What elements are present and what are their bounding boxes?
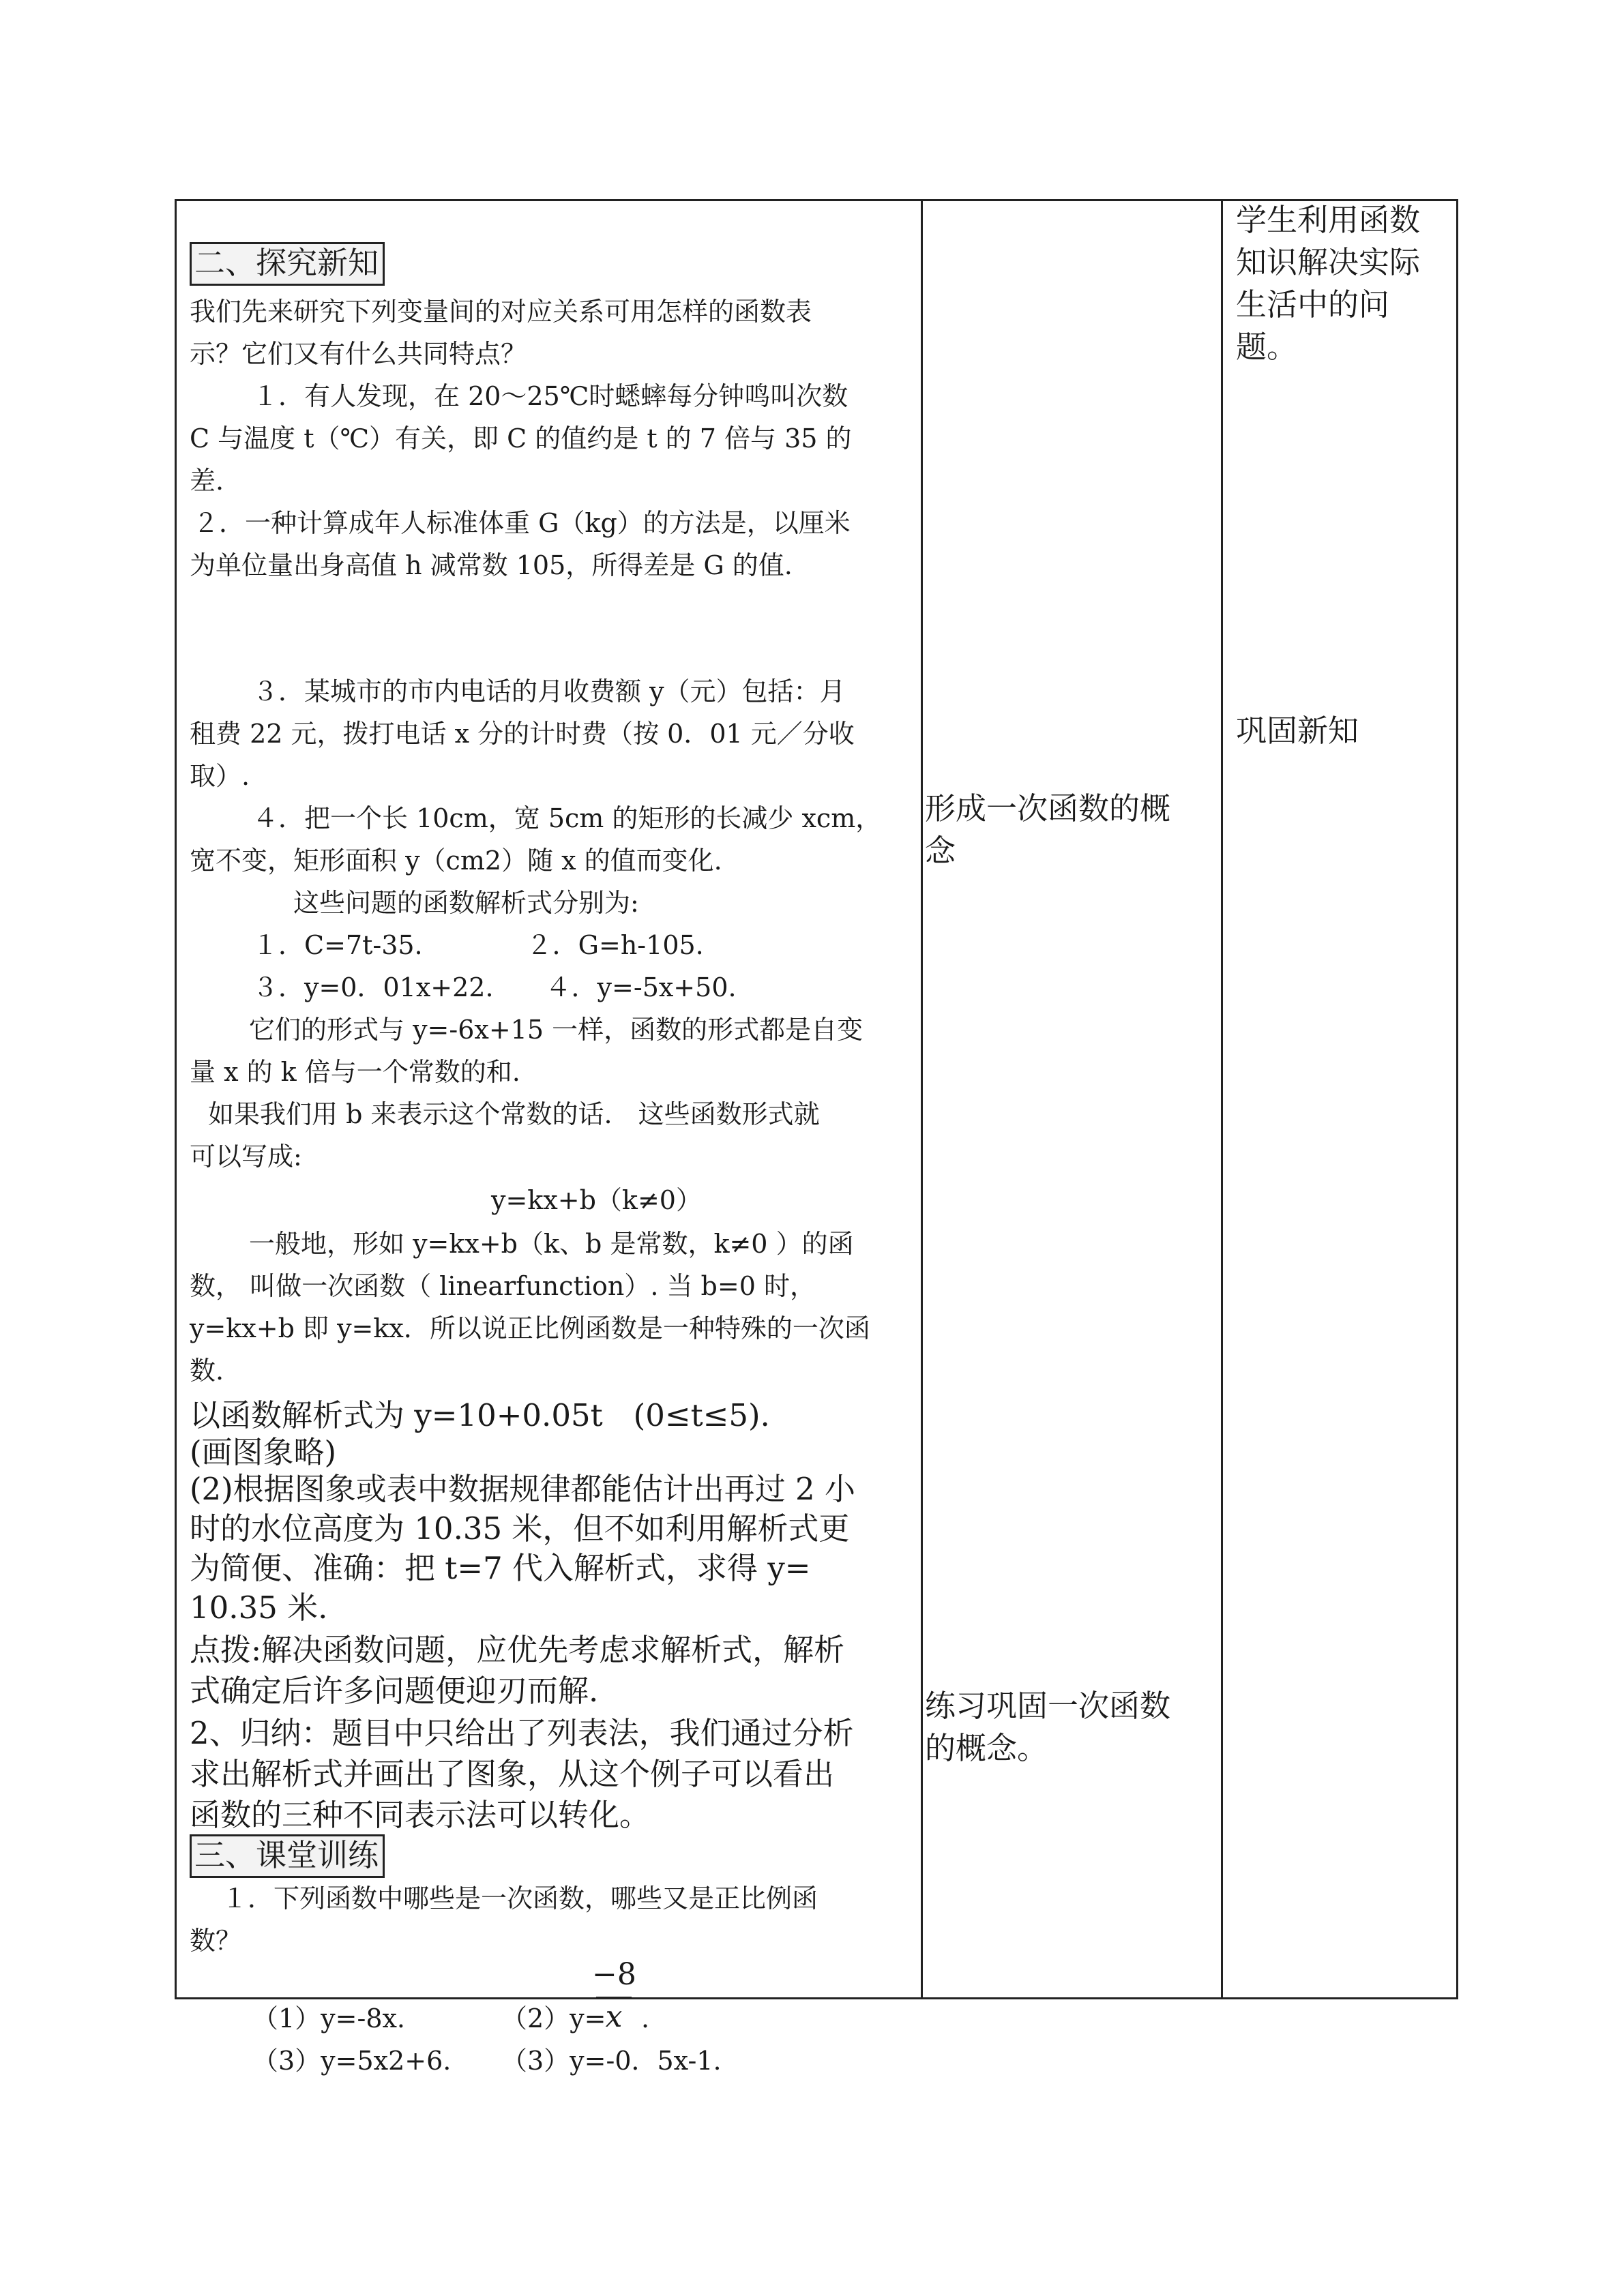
form-line-1: 它们的形式与 y=-6x+15 一样，函数的形式都是自变	[249, 1015, 863, 1045]
definition-line-4: 数.	[190, 1356, 224, 1386]
middle-note1-line-1: 形成一次函数的概	[925, 790, 1171, 826]
problem4-line-1: ４．把一个长 10cm，宽 5cm 的矩形的长减少 xcm，	[252, 803, 882, 833]
summary-line-1: 2、归纳：题目中只给出了列表法，我们通过分析	[190, 1715, 854, 1751]
problem3-line-1: ３．某城市的市内电话的月收费额 y（元）包括：月	[252, 676, 846, 706]
question1-line-1: １．下列函数中哪些是一次函数，哪些又是正比例函	[222, 1883, 818, 1913]
option-1: （1）y=-8x.	[252, 2003, 406, 2033]
middle-note2-line-1: 练习巩固一次函数	[925, 1688, 1171, 1724]
formulas-row-1: １．C=7t-35. ２．G=h-105.	[252, 930, 704, 960]
problem1-line-3: 差.	[190, 466, 224, 496]
right-note1-line-3: 生活中的问	[1236, 286, 1390, 323]
example-line-2: (画图象略)	[190, 1434, 337, 1470]
definition-line-3: y=kx+b 即 y=kx．所以说正比例函数是一种特殊的一次函	[190, 1313, 870, 1343]
formulas-row-2: ３．y=0．01x+22. ４．y=-5x+50.	[252, 972, 737, 1002]
example-line-4: 时的水位高度为 10.35 米，但不如利用解析式更	[190, 1510, 850, 1547]
b-line-1: 如果我们用 b 来表示这个常数的话. 这些函数形式就	[208, 1099, 820, 1129]
problem2-line-1: ２．一种计算成年人标准体重 G（kg）的方法是，以厘米	[193, 508, 851, 538]
intro-line-1: 我们先来研究下列变量间的对应关系可用怎样的函数表	[190, 297, 812, 327]
general-form: y=kx+b（k≠0）	[491, 1185, 702, 1215]
example-line-1: 以函数解析式为 y=10+0.05t (0≤t≤5).	[190, 1397, 770, 1433]
form-line-2: 量 x 的 k 倍与一个常数的和.	[190, 1057, 520, 1087]
fraction-denominator: x	[605, 1999, 623, 2034]
b-line-2: 可以写成:	[190, 1142, 302, 1172]
middle-note2-line-2: 的概念。	[925, 1730, 1048, 1766]
problem1-line-1: １．有人发现，在 20～25℃时蟋蟀每分钟鸣叫次数	[252, 381, 848, 411]
section-heading-training: 三、课堂训练	[190, 1834, 385, 1878]
option-3: （3）y=5x2+6.	[252, 2046, 452, 2076]
summary-line-2: 求出解析式并画出了图象，从这个例子可以看出	[190, 1756, 835, 1792]
definition-line-1: 一般地，形如 y=kx+b（k、b 是常数，k≠0 ）的函	[249, 1229, 854, 1259]
section-heading: 二、探究新知	[190, 242, 385, 286]
example-line-6: 10.35 米.	[190, 1590, 328, 1626]
example-line-3: (2)根据图象或表中数据规律都能估计出再过 2 小	[190, 1471, 855, 1507]
tip-line-1: 点拨:解决函数问题，应优先考虑求解析式，解析	[190, 1632, 845, 1668]
column-divider-2	[1221, 199, 1223, 1999]
problem1-line-2: C 与温度 t（℃）有关，即 C 的值约是 t 的 7 倍与 35 的	[190, 423, 852, 453]
fraction-bar	[596, 1997, 632, 1999]
fraction-numerator: −8	[592, 1957, 636, 1992]
summary-line-3: 函数的三种不同表示法可以转化。	[190, 1797, 651, 1833]
right-note1-line-4: 题。	[1236, 329, 1298, 365]
tip-line-2: 式确定后许多问题便迎刃而解.	[190, 1673, 599, 1709]
intro-line-2: 示？它们又有什么共同特点？	[190, 339, 527, 369]
definition-line-2: 数， 叫做一次函数（ linearfunction）. 当 b=0 时，	[190, 1271, 816, 1301]
problem2-line-2: 为单位量出身高值 h 减常数 105，所得差是 G 的值.	[190, 550, 793, 580]
question1-line-2: 数？	[190, 1926, 242, 1956]
option-4: （3）y=-0．5x-1.	[501, 2046, 722, 2076]
column-divider-1	[921, 199, 923, 1999]
option-2-prefix: （2）y=	[501, 2003, 606, 2033]
right-note1-line-1: 学生利用函数	[1236, 202, 1421, 238]
right-note2: 巩固新知	[1236, 713, 1359, 749]
middle-note1-line-2: 念	[925, 833, 956, 869]
problem3-line-2: 租费 22 元，拨打电话 x 分的计时费（按 0．01 元／分收	[190, 719, 855, 749]
option-2-suffix: .	[641, 2003, 650, 2033]
problem4-line-2: 宽不变，矩形面积 y（cm2）随 x 的值而变化.	[190, 846, 722, 876]
example-line-5: 为简便、准确：把 t=7 代入解析式，求得 y=	[190, 1550, 811, 1586]
formulas-intro: 这些问题的函数解析式分别为:	[293, 888, 639, 918]
right-note1-line-2: 知识解决实际	[1236, 244, 1421, 280]
problem3-line-3: 取）.	[190, 761, 250, 791]
